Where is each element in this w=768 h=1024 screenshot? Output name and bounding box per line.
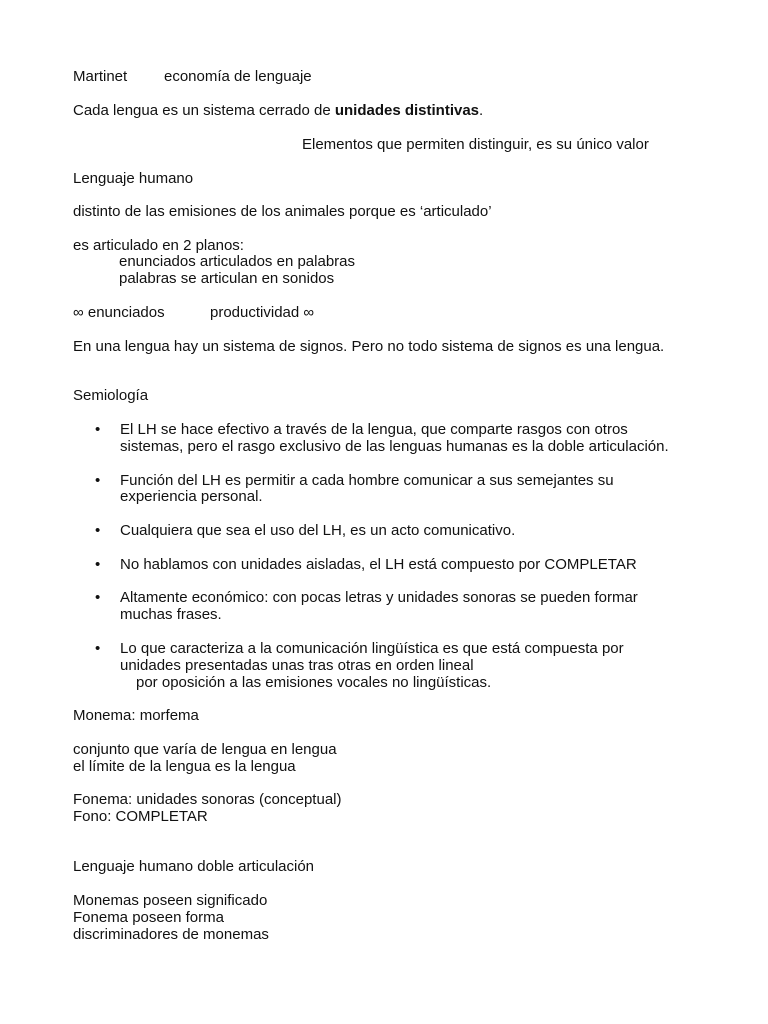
bullet-4-line: No hablamos con unidades aisladas, el LH está compuesto por COMPLETAR bbox=[120, 556, 637, 573]
line-productividad: productividad ∞ bbox=[210, 304, 315, 321]
line-fonema: Fonema: unidades sonoras (conceptual) bbox=[73, 791, 342, 808]
line-fono: Fono: COMPLETAR bbox=[73, 808, 208, 825]
bullet-1-line-1: El LH se hace efectivo a través de la lengua, que comparte rasgos con otros bbox=[120, 421, 628, 438]
line-distinto: distinto de las emisiones de los animales porque es ‘articulado’ bbox=[73, 203, 492, 220]
heading-semiologia: Semiología bbox=[73, 387, 149, 404]
paragraph-period: . bbox=[479, 102, 484, 119]
line-infinito-enunciados: ∞ enunciados bbox=[73, 304, 165, 321]
bullet-5-line-1: Altamente económico: con pocas letras y unidades sonoras se pueden formar bbox=[120, 589, 638, 606]
heading-lenguaje-humano: Lenguaje humano bbox=[73, 170, 194, 187]
bullet-marker: • bbox=[95, 522, 101, 539]
line-lenguaje-doble: Lenguaje humano doble articulación bbox=[73, 858, 315, 875]
bullet-marker: • bbox=[95, 421, 101, 438]
bullet-3-line: Cualquiera que sea el uso del LH, es un acto comunicativo. bbox=[120, 522, 516, 539]
line-conjunto: conjunto que varía de lengua en lengua bbox=[73, 741, 337, 758]
bullet-marker: • bbox=[95, 472, 101, 489]
line-sistema-signos: En una lengua hay un sistema de signos. Pero no todo sistema de signos es una lengua. bbox=[73, 338, 665, 355]
bullet-2-line-2: experiencia personal. bbox=[120, 488, 263, 505]
note-elementos: Elementos que permiten distinguir, es su único valor bbox=[302, 136, 649, 153]
bullet-5-line-2: muchas frases. bbox=[120, 606, 222, 623]
title-martinet: Martinet bbox=[73, 68, 128, 85]
line-articulado-intro: es articulado en 2 planos: bbox=[73, 237, 244, 254]
bullet-6-line-1: Lo que caracteriza a la comunicación lingüística es que está compuesta por bbox=[120, 640, 624, 657]
line-monemas-significado: Monemas poseen significado bbox=[73, 892, 268, 909]
bullet-1-line-2: sistemas, pero el rasgo exclusivo de las lenguas humanas es la doble articulación. bbox=[120, 438, 669, 455]
line-fonema-forma: Fonema poseen forma bbox=[73, 909, 224, 926]
line-limite: el límite de la lengua es la lengua bbox=[73, 758, 296, 775]
paragraph-sistema-cerrado bbox=[73, 102, 483, 119]
bullet-marker: • bbox=[95, 589, 101, 606]
line-monema: Monema: morfema bbox=[73, 707, 199, 724]
line-articulado-2: palabras se articulan en sonidos bbox=[119, 270, 335, 287]
bullet-marker: • bbox=[95, 556, 101, 573]
line-articulado-1: enunciados articulados en palabras bbox=[119, 253, 355, 270]
bullet-2-line-1: Función del LH es permitir a cada hombre comunicar a sus semejantes su bbox=[120, 472, 614, 489]
bullet-marker: • bbox=[95, 640, 101, 657]
bullet-6-line-2: unidades presentadas unas tras otras en orden lineal bbox=[120, 657, 474, 674]
title-economia: economía de lenguaje bbox=[164, 68, 312, 85]
line-discriminadores: discriminadores de monemas bbox=[73, 926, 269, 943]
paragraph-sistema-text: Cada lengua es un sistema cerrado de bbox=[73, 102, 335, 119]
bullet-6-line-3: por oposición a las emisiones vocales no lingüísticas. bbox=[136, 674, 492, 691]
bold-unidades-distintivas: unidades distintivas bbox=[334, 102, 480, 119]
